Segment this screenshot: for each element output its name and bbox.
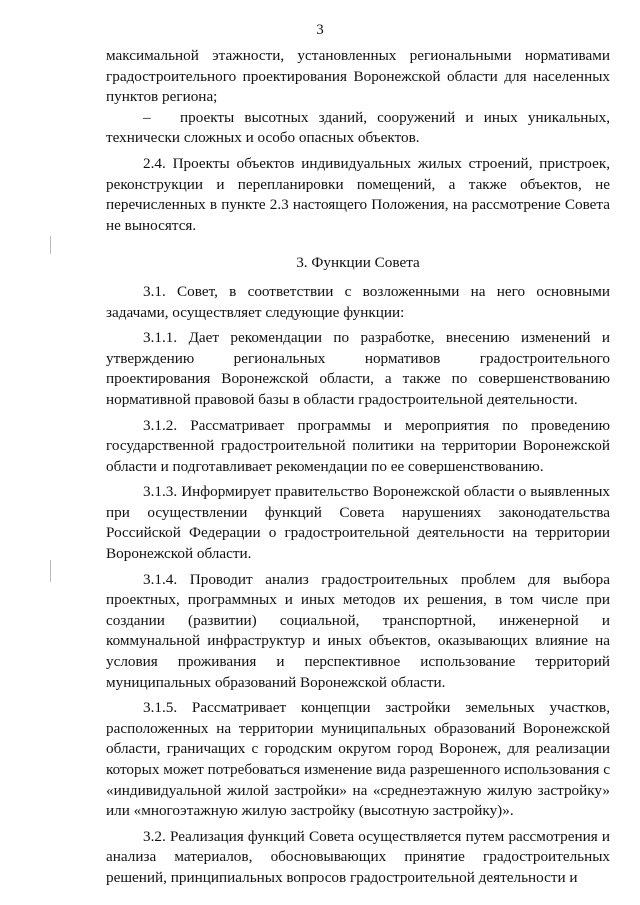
paragraph-3-1: 3.1. Совет, в соответствии с возложенными на него основными задачами, осуществляет следующие функции: — [106, 282, 610, 321]
paragraph-3-1-1: 3.1.1. Дает рекомендации по разработке, внесению изменений и утверждению региональных нормативов градостроительного проектирования Воронежской области, а также по совершенствованию нормативной правовой базы в области градостроительной деятельности. — [106, 329, 610, 408]
page-number: 3 — [316, 22, 324, 38]
scan-margin-mark — [50, 236, 51, 254]
document-body — [106, 46, 610, 889]
paragraph-3-2: 3.2. Реализация функций Совета осуществляется путем рассмотрения и анализа материалов, обосновывающих принятие градостроительных решений, принципиальных вопросов градостроительной деятельности и — [106, 827, 610, 886]
list-item-dash — [106, 108, 610, 149]
scan-margin-mark — [50, 560, 51, 582]
paragraph-3-1-2: 3.1.2. Рассматривает программы и мероприятия по проведению государственной градостроительной политики на территории Воронежской области и подготавливает рекомендации по ее совершенствованию. — [106, 416, 610, 475]
paragraph-2-4: 2.4. Проекты объектов индивидуальных жилых строений, пристроек, реконструкции и перепланировки помещений, а также объектов, не перечисленных в пункте 2.3 настоящего Положения, на рассмотрение Совета не выносятся. — [106, 154, 610, 234]
paragraph-3-1-3: 3.1.3. Информирует правительство Воронежской области о выявленных при осуществлении функций Совета нарушениях законодательства Российской Федерации о градостроительной деятельности на территории Воронежской области. — [106, 483, 610, 563]
paragraph-3-1-5: 3.1.5. Рассматривает концепции застройки земельных участков, расположенных на территории муниципальных образований Воронежской области, граничащих с городским округом город Воронеж, для реализации которых может потребоваться изменение вида разрешенного использования с «индивидуальной жилой застройки» на «среднеэтажную жилую застройку» или «многоэтажную жилую застройку (высотную застройку)». — [106, 699, 610, 820]
list-item-text: проекты высотных зданий, сооружений и иных уникальных, технически сложных и особо опасных объектов. — [106, 108, 610, 147]
dash-marker: – — [143, 108, 151, 126]
paragraph-3-1-4: 3.1.4. Проводит анализ градостроительных проблем для выбора проектных, программных и иных методов их решения, в том числе при создании (развитии) социальной, транспортной, инженерной и коммунальной инфраструктур и иных объектов, оказывающих влияние на условия проживания и перспективное использование территорий муниципальных образований Воронежской области. — [106, 570, 610, 691]
paragraph-continuation: максимальной этажности, установленных региональными нормативами градостроительного проектирования Воронежской области для населенных пунктов региона; — [106, 47, 610, 106]
section-heading: 3. Функции Совета — [296, 254, 420, 272]
